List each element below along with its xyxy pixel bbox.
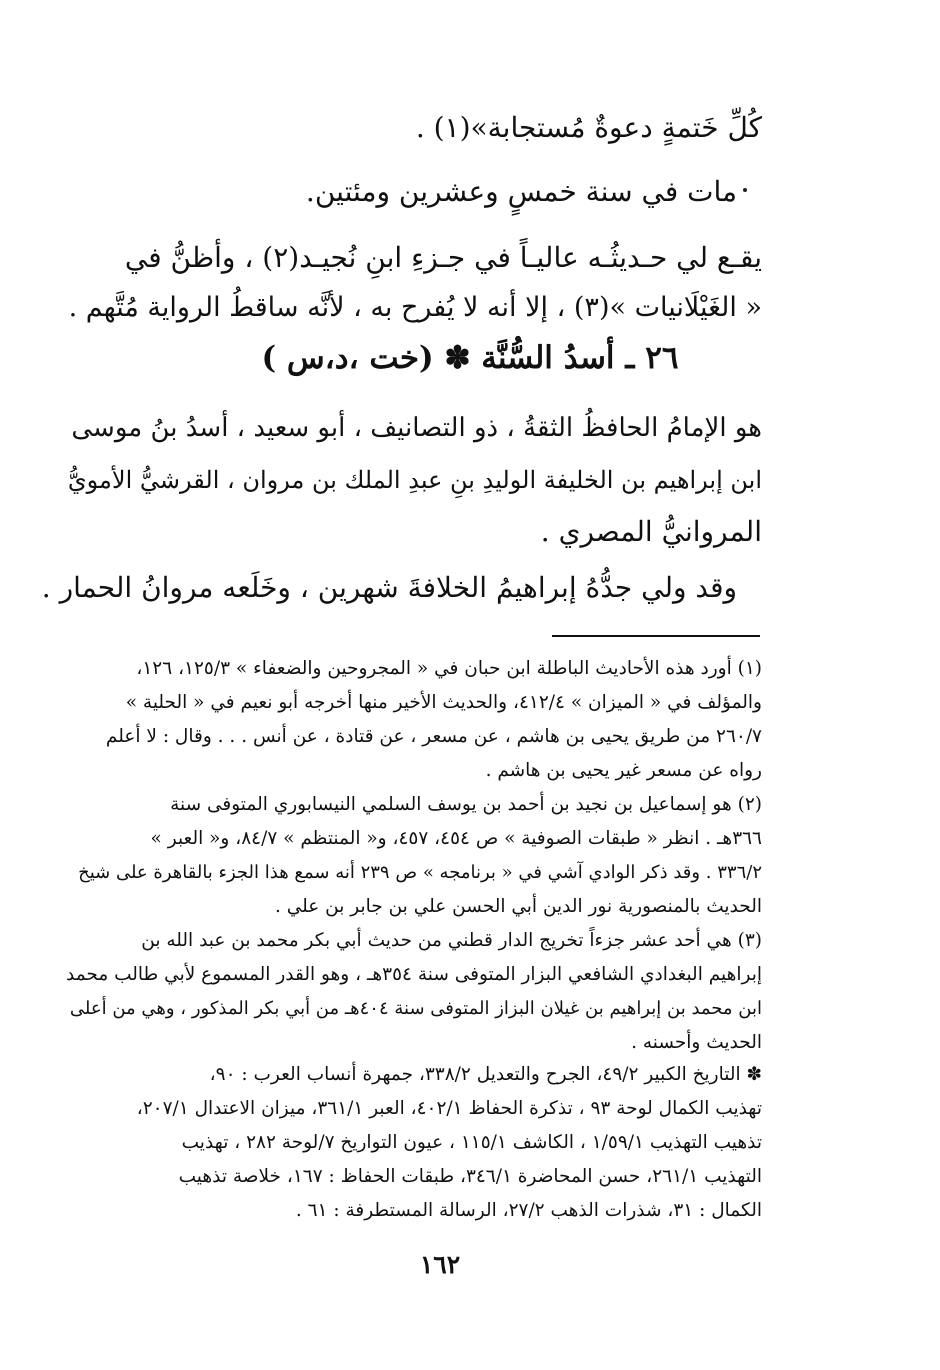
footnote-separator [552,635,760,637]
entry-heading: ٢٦ ـ أسدُ السُّنَّة ✽ (خت ،د،س ) [261,340,679,376]
footnote-line: ابن محمد بن إبراهيم بن غيلان البزاز المتوفى سنة ٤٠٤هـ من أبي بكر المذكور ، وهي من أعلى [69,998,762,1019]
sources-line: تذهيب التهذيب ١/٥٩/١ ، الكاشف ١١٥/١ ، عيون التواريخ ٧/لوحة ٢٨٢ ، تهذيب [181,1132,762,1153]
footnote-line: إبراهيم البغدادي الشافعي البزار المتوفى سنة ٣٥٤هـ ، وهو القدر المسموع لأبي طالب محمد [65,964,762,985]
footnote-line: (٣) هي أحد عشر جزءاً تخريج الدار قطني من حديث أبي بكر محمد بن عبد الله بن [141,930,762,951]
sources-line: التهذيب ٢٦١/١، حسن المحاضرة ٣٤٦/١، طبقات الحفاظ : ١٦٧، خلاصة تذهيب [178,1166,762,1187]
ink-speck [743,188,747,192]
sources-line: ✽ التاريخ الكبير ٤٩/٢، الجرح والتعديل ٣٣٨/٢، جمهرة أنساب العرب : ٩٠، [209,1064,762,1085]
sources-line: تهذيب الكمال لوحة ٩٣ ، تذكرة الحفاظ ٤٠٢/١، العبر ٣٦١/١، ميزان الاعتدال ٢٠٧/١، [136,1098,762,1119]
footnote-line: (٢) هو إسماعيل بن نجيد بن أحمد بن يوسف السلمي النيسابوري المتوفى سنة [170,794,762,815]
main-text-line: « الغَيْلَانيات »(٣) ، إلا أنه لا يُفرح به ، لأنَّه ساقطُ الرواية مُتَّهم . [68,292,762,323]
footnote-line: رواه عن مسعر غير يحيى بن هاشم . [485,760,762,781]
footnote-line: ٣٦٦هـ . انظر « طبقات الصوفية » ص ٤٥٤، ٤٥٧، و« المنتظم » ٨٤/٧، و« العبر » [150,828,762,849]
main-text-line: هو الإمامُ الحافظُ الثقةُ ، ذو التصانيف ، أبو سعيد ، أسدُ بنُ موسى [71,413,762,443]
footnote-line: (١) أورد هذه الأحاديث الباطلة ابن حبان في « المجروحين والضعفاء » ١٢٥/٣، ١٢٦، [136,658,762,679]
footnote-line: الحديث بالمنصورية نور الدين أبي الحسن علي بن جابر بن علي . [274,896,762,917]
main-text-line: مات في سنة خمسٍ وعشرين ومئتين. [305,175,737,208]
main-text-line: المروانيُّ المصري . [540,515,762,548]
page-number: ١٦٢ [419,1250,461,1279]
main-text-line: ابن إبراهيم بن الخليفة الوليدِ بنِ عبدِ الملك بن مروان ، القرشيُّ الأمويُّ [67,466,762,494]
main-text-line: كُلِّ خَتمةٍ دعوةٌ مُستجابة»(١) . [415,111,762,144]
footnote-line: ٣٣٦/٢ . وقد ذكر الوادي آشي في « برنامجه » ص ٢٣٩ أنه سمع هذا الجزء بالقاهرة على شيخ [78,862,762,883]
sources-line: الكمال : ٣١، شذرات الذهب ٢٧/٢، الرسالة المستطرفة : ٦١ . [295,1200,762,1221]
main-text-line: يقـع لي حـديثُـه عاليـاً في جـزءِ ابنِ نُجيـد(٢) ، وأظنُّ في [124,241,762,274]
footnote-line: الحديث وأحسنه . [631,1032,762,1053]
main-text-line: وقد ولي جدُّهُ إبراهيمُ الخلافةَ شهرين ، وخَلَعه مروانُ الحمار . [41,571,737,604]
footnote-line: ٢٦٠/٧ من طريق يحيى بن هاشم ، عن مسعر ، عن قتادة ، عن أنس . . . وقال : لا أعلم [105,726,762,747]
footnote-line: والمؤلف في « الميزان » ٤١٢/٤، والحديث الأخير منها أخرجه أبو نعيم في « الحلية » [125,692,762,713]
